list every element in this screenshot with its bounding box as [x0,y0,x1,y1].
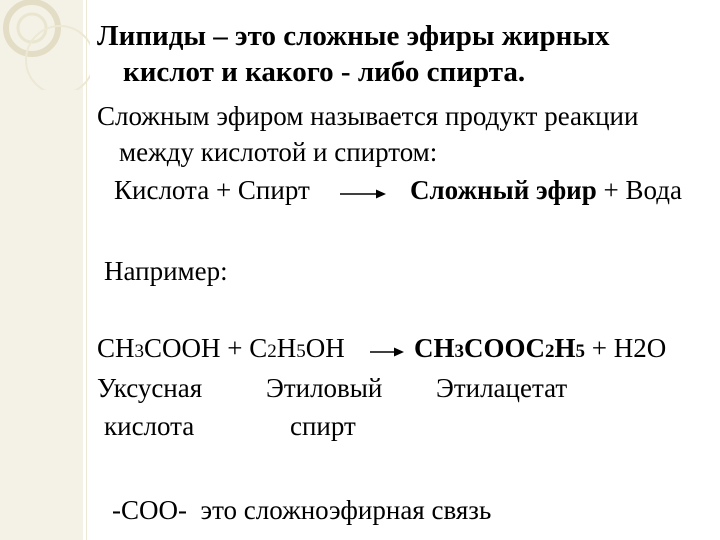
acid-formula: CH3COOH [97,333,221,363]
general-reaction-products [410,177,682,204]
reactant-alcohol: Спирт [237,175,310,205]
alcohol-name-line-1: Этиловый [266,373,383,403]
ester-group: -COO- [112,495,187,525]
definition-line-2: между кислотой и спиртом: [119,137,438,167]
acid-name-line-1: Уксусная [97,373,203,403]
ester-name: Этилацетат [436,373,568,403]
plus-sign: + [227,333,243,363]
reaction-arrow-icon [340,187,386,201]
equation-arrow-icon [370,345,404,359]
ester-bond-note [112,497,491,524]
water-formula: H2O [613,333,667,363]
decorative-circles-icon [0,0,90,90]
ester-formula: CH3COOC2H5 [414,333,586,363]
general-reaction-reactants [114,177,310,204]
acid-name-line-2: кислота [104,411,195,441]
definition-line-1: Сложным эфиром называется продукт реакции [97,101,639,131]
product-ester: Сложный эфир [410,175,597,205]
product-water: Вода [625,175,682,205]
equation-reactants [97,335,345,362]
plus-sign: + [603,175,619,205]
equation-products [414,335,666,362]
reactant-acid: Кислота [114,175,210,205]
title-line-2: кислот и какого - либо спирта. [123,56,526,88]
example-label: Например: [104,256,228,286]
ester-bond-text: это сложноэфирная связь [200,495,492,525]
alcohol-name-line-2: спирт [290,411,356,441]
title-line-1: Липиды – это сложные эфиры жирных [97,20,610,52]
alcohol-formula: C2H5OH [249,333,345,363]
plus-sign: + [591,333,607,363]
plus-sign: + [215,175,232,205]
